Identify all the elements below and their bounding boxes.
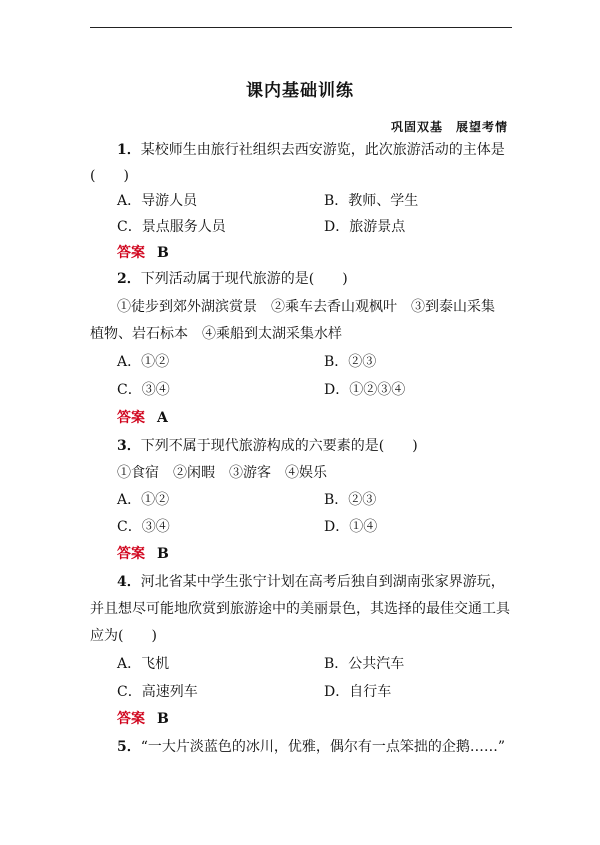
question-5-number: 5． <box>117 739 141 755</box>
question-4-answer: 答案 B <box>117 711 169 727</box>
question-3-number: 3． <box>117 438 141 454</box>
question-2-items-cont: 植物、岩石标本 ④乘船到太湖采集水样 <box>90 326 342 342</box>
question-4-option-c: C．高速列车 <box>117 684 198 700</box>
question-2-number: 2． <box>117 271 141 287</box>
question-3-option-b: B．②③ <box>324 492 377 508</box>
question-4-stem: 4．河北省某中学生张宁计划在高考后独自到湖南张家界游玩， <box>117 574 505 590</box>
question-4-option-d: D．自行车 <box>324 684 392 700</box>
question-4-stem-cont-2: 应为( ) <box>90 628 157 644</box>
question-3-stem: 3．下列不属于现代旅游构成的六要素的是( ) <box>117 438 418 454</box>
question-1-number: 1． <box>117 142 141 158</box>
question-2-option-c: C．③④ <box>117 382 170 398</box>
question-1-option-b: B．教师、学生 <box>324 193 419 209</box>
top-rule <box>90 27 512 28</box>
question-4-option-a: A．飞机 <box>117 656 170 672</box>
question-1-option-a: A．导游人员 <box>117 193 198 209</box>
question-1-answer: 答案 B <box>117 245 169 261</box>
question-2-option-d: D．①②③④ <box>324 382 406 398</box>
question-3-option-c: C．③④ <box>117 519 170 535</box>
question-3-option-d: D．①④ <box>324 519 378 535</box>
question-2-option-b: B．②③ <box>324 354 377 370</box>
question-3-items: ①食宿 ②闲暇 ③游客 ④娱乐 <box>117 465 327 481</box>
page-title: 课内基础训练 <box>246 81 354 101</box>
section-subtitle: 巩固双基 展望考情 <box>390 120 508 134</box>
question-1-option-d: D．旅游景点 <box>324 219 406 235</box>
question-2-items: ①徒步到郊外湖滨赏景 ②乘车去香山观枫叶 ③到泰山采集 <box>117 299 495 315</box>
question-1-stem: 1．某校师生由旅行社组织去西安游览，此次旅游活动的主体是 <box>117 142 505 158</box>
question-1-option-c: C．景点服务人员 <box>117 219 226 235</box>
question-2-option-a: A．①② <box>117 354 170 370</box>
question-2-stem: 2．下列活动属于现代旅游的是( ) <box>117 271 348 287</box>
question-4-number: 4． <box>117 574 141 590</box>
question-4-stem-cont-1: 并且想尽可能地欣赏到旅游途中的美丽景色，其选择的最佳交通工具 <box>90 601 510 617</box>
question-1-stem-cont: ( ) <box>90 168 129 184</box>
question-3-answer: 答案 B <box>117 546 169 562</box>
question-4-option-b: B．公共汽车 <box>324 656 405 672</box>
question-2-answer: 答案 A <box>117 410 168 426</box>
question-5-stem: 5．“一大片淡蓝色的冰川，优雅，偶尔有一点笨拙的企鹅……” <box>117 739 506 755</box>
question-3-option-a: A．①② <box>117 492 170 508</box>
